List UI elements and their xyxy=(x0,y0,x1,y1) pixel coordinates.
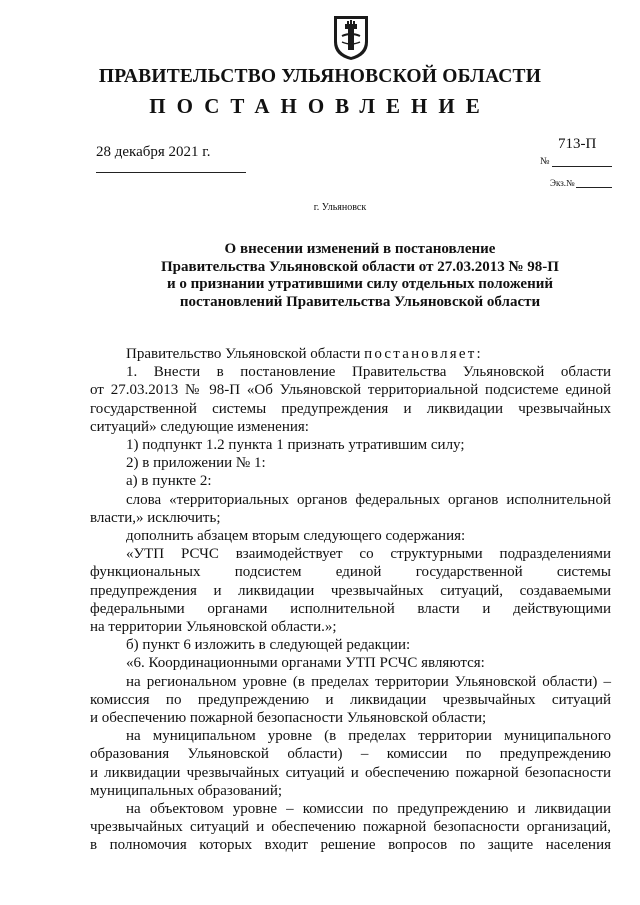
body-line: слова «территориальных органов федеральных органов исполнительной xyxy=(126,491,611,508)
heading-line: и о признании утратившими силу отдельных положений xyxy=(166,276,554,292)
body-line: чрезвычайных ситуаций и обеспечению пожарной безопасности организаций, xyxy=(90,819,611,836)
number-label: № xyxy=(540,156,550,167)
body-line: б) пункт 6 изложить в следующей редакции: xyxy=(126,637,411,654)
coat-of-arms-icon xyxy=(328,12,374,62)
document-number: 713-П xyxy=(558,136,597,152)
body-line: муниципальных образований; xyxy=(90,782,283,799)
heading-line: постановлений Правительства Ульяновской области xyxy=(179,293,541,310)
number-underline xyxy=(552,166,612,167)
body-line: 1) подпункт 1.2 пункта 1 признать утратившим силу; xyxy=(126,437,465,454)
document-date: 28 декабря 2021 г. xyxy=(96,144,211,160)
body-line: на территории Ульяновской области.»; xyxy=(90,619,337,636)
government-title: ПРАВИТЕЛЬСТВО УЛЬЯНОВСКОЙ ОБЛАСТИ xyxy=(98,66,542,87)
body-line: на объектовом уровне – комиссии по предупреждению и ликвидации xyxy=(126,801,611,818)
heading-line: О внесении изменений в постановление xyxy=(224,241,496,257)
body-line: дополнить абзацем вторым следующего содержания: xyxy=(126,528,466,545)
document-type-title: ПОСТАНОВЛЕНИЕ xyxy=(149,94,491,118)
body-line: «6. Координационными органами УТП РСЧС являются: xyxy=(126,655,485,672)
body-line: функциональных подсистем единой государственной системы xyxy=(90,564,611,581)
body-line: от 27.03.2013 № 98-П «Об Ульяновской территориальной подсистеме единой xyxy=(90,382,611,399)
body-line: комиссия по предупреждению и ликвидации чрезвычайных ситуаций xyxy=(90,691,611,708)
body-line: «УТП РСЧС взаимодействует со структурными подразделениями xyxy=(126,546,611,563)
body-line: и обеспечению пожарной безопасности Ульяновской области; xyxy=(90,710,487,727)
date-underline xyxy=(96,172,246,173)
body-line: и ликвидации чрезвычайных ситуаций и обеспечению пожарной безопасности xyxy=(90,764,611,781)
heading-line: Правительства Ульяновской области от 27.03.2013 № 98-П xyxy=(161,258,559,275)
body-line: 2) в приложении № 1: xyxy=(126,455,266,472)
body-line: власти,» исключить; xyxy=(90,509,221,526)
city-label: г. Ульяновск xyxy=(313,202,367,213)
body-line: на региональном уровне (в пределах территории Ульяновской области) – xyxy=(126,673,611,690)
intro-text: Правительство Ульяновской области xyxy=(126,346,361,362)
resolution-heading xyxy=(60,241,640,311)
intro-paragraph xyxy=(90,345,611,363)
body-line: в полномочия которых входит решение вопросов по защите населения xyxy=(90,837,611,854)
body-line: предупреждения и ликвидации чрезвычайных ситуаций, создаваемыми xyxy=(90,582,611,599)
body-line: государственной системы предупреждения и ликвидации чрезвычайных xyxy=(90,400,611,417)
body-line: образования Ульяновской области) – комиссии по предупреждению xyxy=(90,746,611,763)
intro-verb: постановляет: xyxy=(364,346,483,362)
body-line: ситуаций» следующие изменения: xyxy=(90,418,309,435)
body-line: 1. Внести в постановление Правительства Ульяновской области xyxy=(126,364,611,381)
body-line: федеральными органами исполнительной власти и действующими xyxy=(90,600,611,617)
copy-number-underline xyxy=(576,187,612,188)
body-line: на муниципальном уровне (в пределах территории муниципального xyxy=(126,728,611,745)
body-line: а) в пункте 2: xyxy=(126,473,212,490)
resolution-body xyxy=(90,345,611,855)
copy-number-label: Экз.№ xyxy=(550,178,575,188)
